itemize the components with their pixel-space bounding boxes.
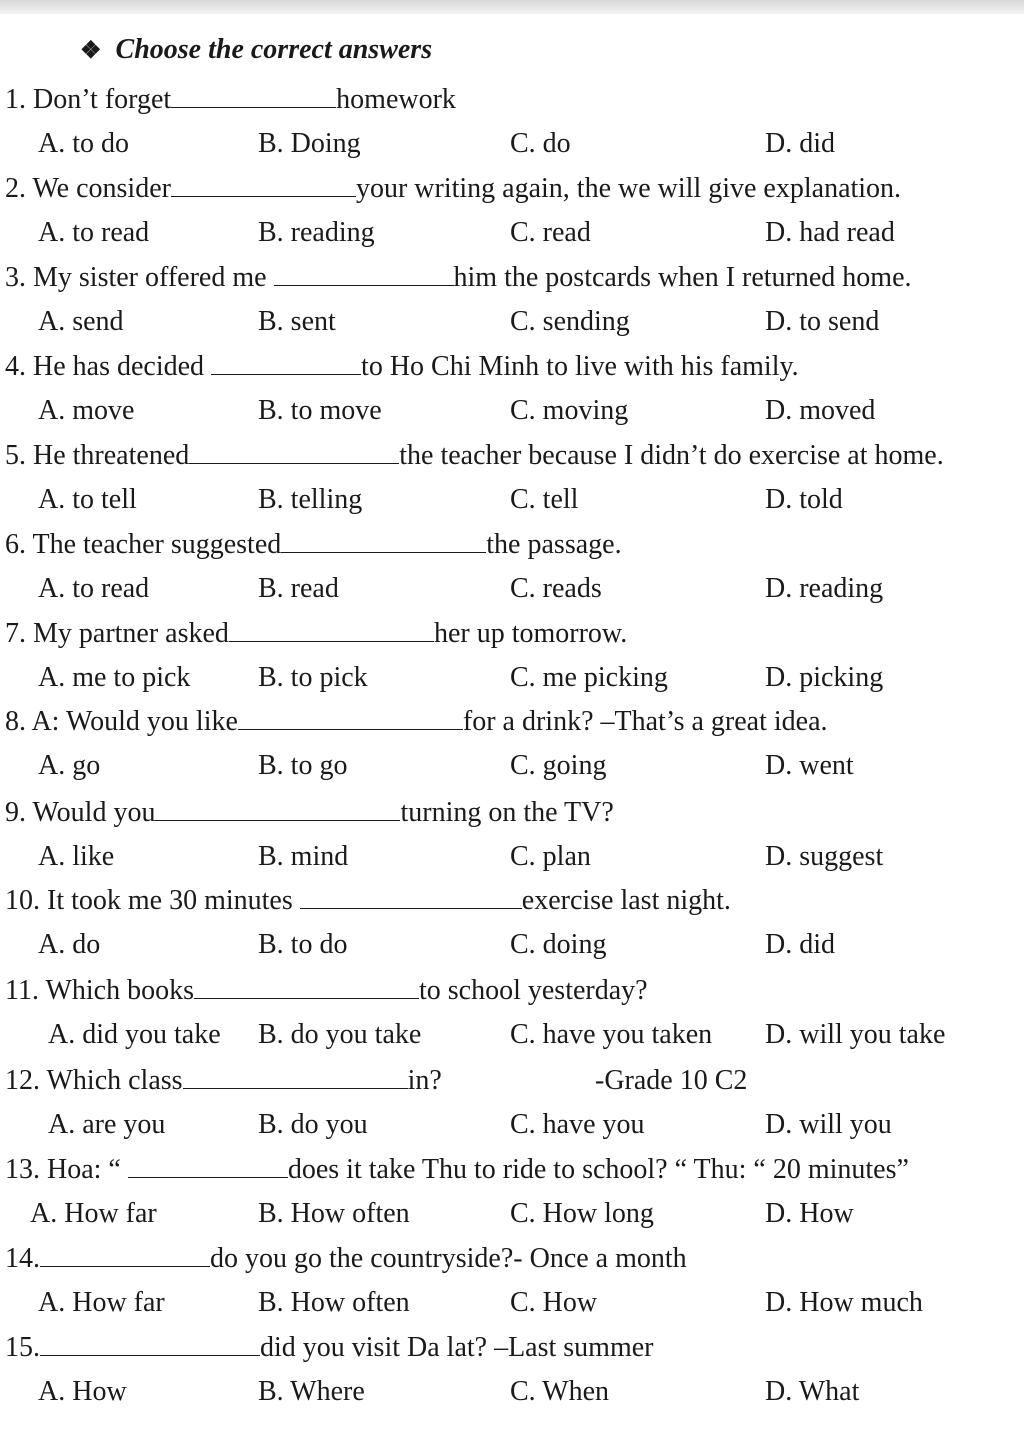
top-edge-shadow	[0, 0, 1024, 14]
answer-blank[interactable]	[155, 798, 400, 821]
question-5-option-c[interactable]: C. tell	[510, 484, 579, 515]
question-7-option-d[interactable]: D. picking	[765, 662, 884, 693]
answer-blank[interactable]	[183, 1066, 408, 1089]
question-11-option-b[interactable]: B. do you take	[258, 1019, 422, 1050]
stem-text: does it take Thu to ride to school? “ Thu: “ 20 minutes”	[287, 1154, 909, 1185]
question-2-option-d[interactable]: D. had read	[765, 217, 895, 248]
question-13-stem	[5, 1153, 909, 1187]
question-5-option-b[interactable]: B. telling	[258, 484, 363, 515]
question-3-option-c[interactable]: C. sending	[510, 306, 630, 337]
question-7-option-b[interactable]: B. to pick	[258, 662, 368, 693]
stem-text: for a drink? –That’s a great idea.	[462, 706, 828, 737]
question-11-stem	[5, 974, 648, 1008]
question-13-option-a[interactable]: A. How far	[30, 1198, 157, 1229]
question-6-stem	[5, 528, 622, 562]
stem-text: 13. Hoa: “	[5, 1154, 128, 1185]
heading-text: Choose the correct answers	[115, 34, 433, 65]
answer-blank[interactable]	[171, 85, 336, 108]
question-13-option-d[interactable]: D. How	[765, 1198, 854, 1229]
answer-blank[interactable]	[238, 707, 463, 730]
stem-text: 8. A: Would you like	[5, 706, 238, 737]
question-8-stem	[5, 705, 828, 739]
question-6-option-c[interactable]: C. reads	[510, 573, 602, 604]
diamond-bullet-icon: ❖	[80, 38, 102, 64]
question-4-option-b[interactable]: B. to move	[258, 395, 382, 426]
stem-text: 3. My sister offered me	[5, 262, 274, 293]
question-12-option-c[interactable]: C. have you	[510, 1109, 645, 1140]
question-10-option-a[interactable]: A. do	[38, 929, 101, 960]
answer-blank[interactable]	[229, 619, 434, 642]
question-7-option-a[interactable]: A. me to pick	[38, 662, 191, 693]
question-6-option-b[interactable]: B. read	[258, 573, 339, 604]
question-6-option-a[interactable]: A. to read	[38, 573, 150, 604]
stem-text: in?	[407, 1065, 442, 1096]
question-1-stem	[5, 83, 456, 117]
question-13-option-c[interactable]: C. How long	[510, 1198, 654, 1229]
answer-blank[interactable]	[189, 441, 399, 464]
stem-text: 9. Would you	[5, 797, 156, 828]
question-1-option-d[interactable]: D. did	[765, 128, 835, 159]
question-14-option-c[interactable]: C. How	[510, 1287, 598, 1318]
question-15-option-b[interactable]: B. Where	[258, 1376, 365, 1407]
question-12-option-a[interactable]: A. are you	[48, 1109, 166, 1140]
question-3-stem	[5, 261, 912, 295]
question-14-stem	[5, 1242, 687, 1276]
question-5-option-d[interactable]: D. told	[765, 484, 843, 515]
stem-text: the teacher because I didn’t do exercise at home.	[399, 440, 944, 471]
stem-text: 12. Which class	[5, 1065, 183, 1096]
question-14-option-a[interactable]: A. How far	[38, 1287, 165, 1318]
question-9-option-a[interactable]: A. like	[38, 841, 115, 872]
question-1-option-b[interactable]: B. Doing	[258, 128, 361, 159]
question-12-option-d[interactable]: D. will you	[765, 1109, 892, 1140]
question-9-option-c[interactable]: C. plan	[510, 841, 591, 872]
stem-text: 7. My partner asked	[5, 618, 229, 649]
question-14-option-b[interactable]: B. How often	[258, 1287, 410, 1318]
answer-blank[interactable]	[40, 1244, 210, 1267]
stem-text: to school yesterday?	[419, 975, 648, 1006]
question-10-option-b[interactable]: B. to do	[258, 929, 348, 960]
question-4-option-a[interactable]: A. move	[38, 395, 135, 426]
question-10-stem	[5, 884, 731, 918]
question-9-option-b[interactable]: B. mind	[258, 841, 349, 872]
question-5-option-a[interactable]: A. to tell	[38, 484, 137, 515]
question-15-stem	[5, 1331, 654, 1365]
question-9-stem	[5, 796, 614, 830]
answer-blank[interactable]	[194, 976, 419, 999]
answer-blank[interactable]	[281, 530, 486, 553]
question-5-stem	[5, 439, 944, 473]
question-12-stem	[5, 1064, 442, 1098]
stem-text: 5. He threatened	[5, 440, 190, 471]
question-2-stem	[5, 172, 901, 206]
answer-blank[interactable]	[171, 174, 356, 197]
question-12-option-b[interactable]: B. do you	[258, 1109, 368, 1140]
stem-text: 1. Don’t forget	[5, 84, 172, 115]
question-8-option-c[interactable]: C. going	[510, 750, 607, 781]
question-3-option-b[interactable]: B. sent	[258, 306, 336, 337]
question-7-option-c[interactable]: C. me picking	[510, 662, 668, 693]
question-9-option-d[interactable]: D. suggest	[765, 841, 884, 872]
stem-text: 15.	[5, 1332, 40, 1363]
question-4-option-d[interactable]: D. moved	[765, 395, 876, 426]
answer-blank[interactable]	[40, 1333, 260, 1356]
question-3-option-d[interactable]: D. to send	[765, 306, 880, 337]
stem-text: 11. Which books	[5, 975, 194, 1006]
question-11-option-d[interactable]: D. will you take	[765, 1019, 946, 1050]
question-2-option-c[interactable]: C. read	[510, 217, 591, 248]
question-6-option-d[interactable]: D. reading	[765, 573, 884, 604]
question-2-option-a[interactable]: A. to read	[38, 217, 150, 248]
stem-text: turning on the TV?	[400, 797, 614, 828]
stem-text: to Ho Chi Minh to live with his family.	[361, 351, 799, 382]
stem-text: 10. It took me 30 minutes	[5, 885, 300, 916]
question-13-option-b[interactable]: B. How often	[258, 1198, 410, 1229]
section-heading	[80, 34, 432, 66]
question-15-option-a[interactable]: A. How	[38, 1376, 127, 1407]
question-1-option-c[interactable]: C. do	[510, 128, 571, 159]
question-14-option-d[interactable]: D. How much	[765, 1287, 923, 1318]
stem-text: the passage.	[486, 529, 622, 560]
question-1-option-a[interactable]: A. to do	[38, 128, 129, 159]
stem-text: 2. We consider	[5, 173, 171, 204]
stem-text: did you visit Da lat? –Last summer	[260, 1332, 654, 1363]
question-4-option-c[interactable]: C. moving	[510, 395, 629, 426]
stem-text: do you go the countryside?- Once a month	[210, 1243, 687, 1274]
stem-text: 6. The teacher suggested	[5, 529, 282, 560]
stem-text: your writing again, the we will give explanation.	[355, 173, 902, 204]
answer-blank[interactable]	[128, 1155, 288, 1178]
answer-blank[interactable]	[211, 352, 361, 375]
answer-blank[interactable]	[300, 886, 522, 909]
question-10-option-d[interactable]: D. did	[765, 929, 835, 960]
stem-text: 4. He has decided	[5, 351, 212, 382]
stem-text: 14.	[5, 1243, 40, 1274]
question-4-stem	[5, 350, 799, 384]
question-10-option-c[interactable]: C. doing	[510, 929, 607, 960]
question-15-option-d[interactable]: D. What	[765, 1376, 860, 1407]
question-3-option-a[interactable]: A. send	[38, 306, 124, 337]
stem-text: her up tomorrow.	[433, 618, 628, 649]
stem-text: exercise last night.	[521, 885, 731, 916]
answer-blank[interactable]	[274, 263, 454, 286]
question-15-option-c[interactable]: C. When	[510, 1376, 610, 1407]
question-12-reply: -Grade 10 C2	[595, 1065, 748, 1096]
stem-text: homework	[336, 84, 456, 115]
question-8-option-d[interactable]: D. went	[765, 750, 854, 781]
question-2-option-b[interactable]: B. reading	[258, 217, 375, 248]
stem-text: him the postcards when I returned home.	[453, 262, 912, 293]
question-8-option-a[interactable]: A. go	[38, 750, 101, 781]
question-11-option-c[interactable]: C. have you taken	[510, 1019, 713, 1050]
question-7-stem	[5, 617, 627, 651]
question-8-option-b[interactable]: B. to go	[258, 750, 348, 781]
question-11-option-a[interactable]: A. did you take	[48, 1019, 221, 1050]
